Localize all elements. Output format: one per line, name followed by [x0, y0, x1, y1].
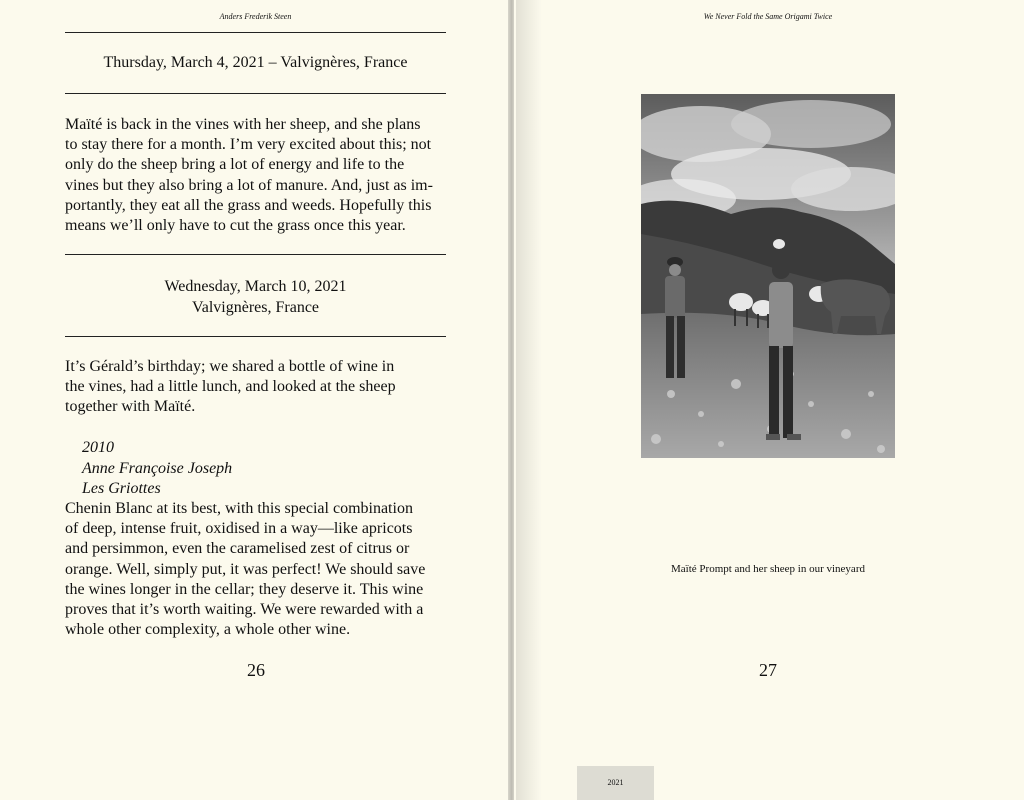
divider-rule — [65, 336, 446, 337]
text-line: proves that it’s worth waiting. We were rewarded with a — [65, 601, 424, 619]
text-line: the vines, had a little lunch, and looked at the sheep — [65, 378, 396, 396]
left-page — [0, 0, 510, 800]
divider-rule — [65, 254, 446, 255]
year-tab[interactable]: 2021 — [577, 766, 654, 800]
page-number-left: 26 — [247, 660, 265, 680]
vineyard-sheep-photo — [641, 94, 895, 458]
text-line: vines but they also bring a lot of manure. And, just as im- — [65, 176, 433, 194]
text-line: It’s Gérald’s birthday; we shared a bottle of wine in — [65, 358, 395, 375]
wine-vintage: 2010 — [82, 439, 114, 456]
photo-caption: Maïté Prompt and her sheep in our vineyard — [671, 563, 865, 575]
running-head-author: Anders Frederik Steen — [219, 12, 292, 21]
text-line: Maïté is back in the vines with her sheep, and she plans — [65, 116, 421, 133]
entry-heading-march-10 — [65, 277, 446, 318]
text-line: the wines longer in the cellar; they deserve it. This wine — [65, 580, 424, 598]
page-shadow — [516, 0, 542, 800]
text-line: and persimmon, even the caramelised zest of citrus or — [65, 540, 410, 558]
running-head-title: We Never Fold the Same Origami Twice — [703, 12, 833, 21]
page-number-right: 27 — [759, 660, 777, 680]
divider-rule — [65, 32, 446, 33]
wine-name: Les Griottes — [82, 480, 161, 497]
text-line: orange. Well, simply put, it was perfect! We should save — [65, 560, 426, 578]
text-line: Chenin Blanc at its best, with this special combination — [65, 500, 413, 517]
entry-heading-march-4: Thursday, March 4, 2021 – Valvignères, France — [103, 54, 408, 71]
entry-heading-date: Wednesday, March 10, 2021 — [164, 278, 347, 295]
entry-heading-place: Valvignères, France — [191, 298, 320, 316]
text-line: of deep, intense fruit, oxidised in a way—like apricots — [65, 520, 413, 538]
entry-body-march-10 — [65, 357, 446, 418]
text-line: means we’ll only have to cut the grass once this year. — [65, 217, 406, 235]
text-line: whole other complexity, a whole other wine. — [65, 621, 351, 639]
wine-producer: Anne Françoise Joseph — [82, 460, 233, 477]
divider-rule — [65, 93, 446, 94]
tasting-note — [65, 499, 446, 640]
text-line: only do the sheep bring a lot of energy and life to the — [65, 156, 405, 174]
text-line: portantly, they eat all the grass and weeds. Hopefully this — [65, 196, 432, 214]
text-line: together with Maïté. — [65, 398, 196, 416]
text-line: to stay there for a month. I’m very excited about this; not — [65, 136, 432, 154]
entry-body-march-4 — [65, 115, 446, 236]
